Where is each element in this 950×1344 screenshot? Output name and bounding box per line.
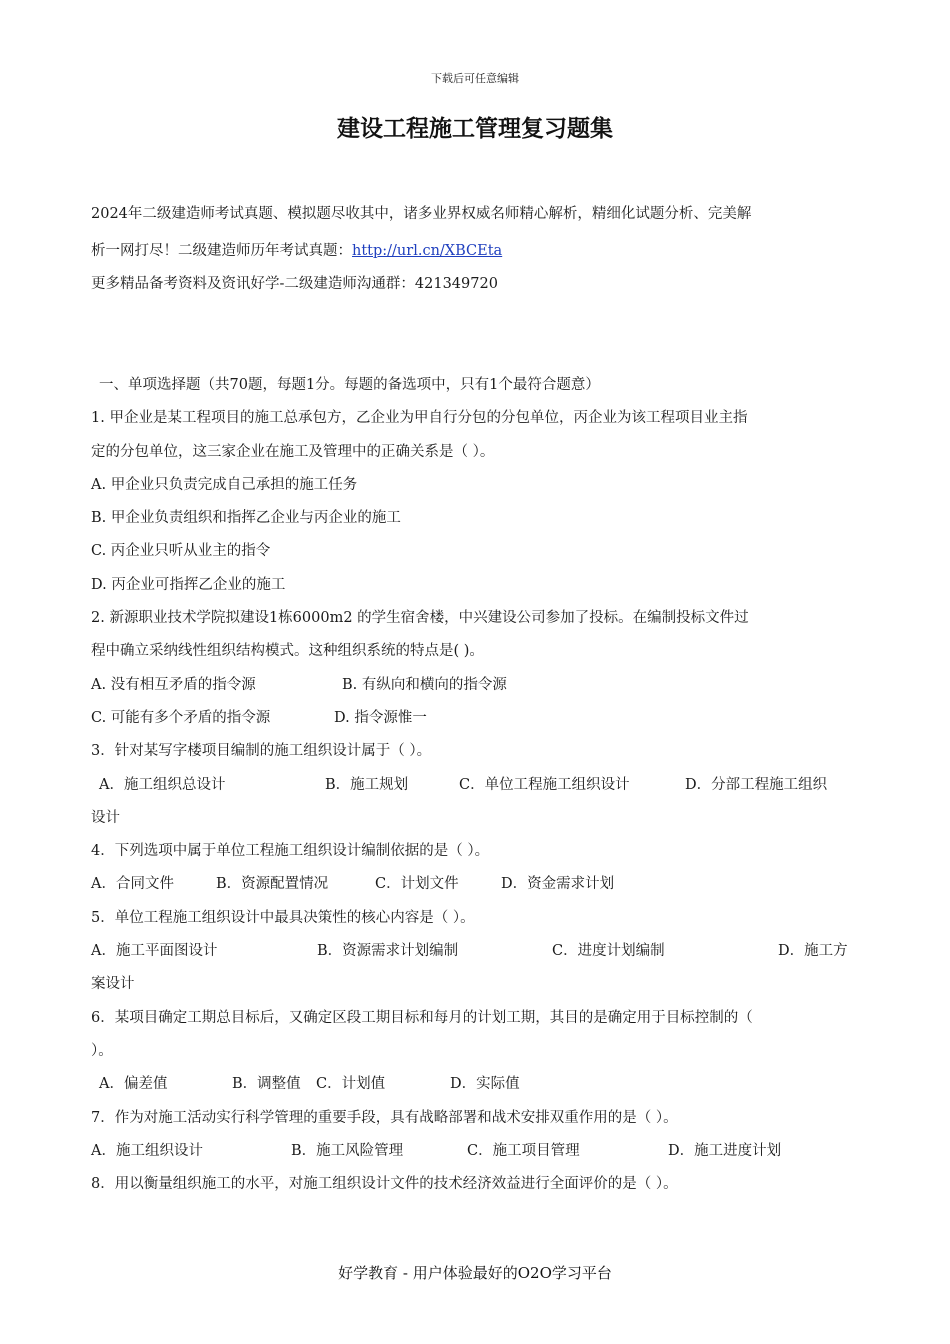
q7-option-b: B．施工风险管理: [291, 1142, 404, 1159]
q2-options-row-2: [91, 702, 861, 735]
q6-option-a: A．偏差值: [99, 1076, 168, 1093]
q6-stem-2: ）。: [91, 1042, 113, 1059]
q3-options-row: [91, 769, 861, 802]
q5-options-row: [91, 935, 861, 968]
q7-stem: 7．作为对施工活动实行科学管理的重要手段，具有战略部署和战术安排双重作用的是（ ）。: [91, 1109, 678, 1126]
section-heading: 一、单项选择题（共70题，每题1分。每题的备选项中，只有1个最符合题意）: [99, 377, 600, 393]
q4-option-b: B．资源配置情况: [216, 876, 329, 893]
question-list: [91, 369, 861, 1201]
q5-option-b: B．资源需求计划编制: [317, 943, 459, 960]
q8-stem: 8．用以衡量组织施工的水平，对施工组织设计文件的技术经济效益进行全面评价的是（ ）。: [91, 1176, 678, 1193]
q3-option-d-continued: 设计: [91, 809, 120, 826]
q6-option-b: B．调整值: [232, 1076, 301, 1093]
q6-option-c: C．计划值: [316, 1076, 386, 1093]
q2-option-d: D. 指令源惟一: [334, 709, 427, 726]
intro-line-3: 更多精品备考资料及资讯好学-二级建造师沟通群：421349720: [91, 276, 498, 292]
q3-option-c: C．单位工程施工组织设计: [459, 776, 630, 793]
q5-option-d-continued: 案设计: [91, 976, 135, 993]
q6-option-d: D．实际值: [450, 1076, 520, 1093]
q6-options-row: [91, 1068, 861, 1101]
q4-stem: 4．下列选项中属于单位工程施工组织设计编制依据的是（ ）。: [91, 843, 490, 860]
exam-link[interactable]: http://url.cn/XBCEta: [352, 243, 503, 259]
q3-option-b: B．施工规划: [325, 776, 409, 793]
q5-option-d: D．施工方: [778, 943, 848, 960]
q5-option-a: A．施工平面图设计: [91, 943, 218, 960]
page-title: 建设工程施工管理复习题集: [337, 116, 613, 142]
q1-option-b: B. 甲企业负责组织和指挥乙企业与丙企业的施工: [91, 510, 401, 527]
q5-option-c: C．进度计划编制: [552, 943, 665, 960]
q1-stem-1: 1. 甲企业是某工程项目的施工总承包方，乙企业为甲自行分包的分包单位，丙企业为该工程项目业主指: [91, 410, 748, 427]
intro-line-2-text: 析一网打尽！二级建造师历年考试真题：: [91, 243, 352, 259]
header-note: 下载后可任意编辑: [431, 72, 519, 85]
q1-option-c: C. 丙企业只听从业主的指令: [91, 543, 271, 560]
q6-stem-1: 6．某项目确定工期总目标后，又确定区段工期目标和每月的计划工期，其目的是确定用于目标控制的（: [91, 1009, 753, 1026]
q7-option-a: A．施工组织设计: [91, 1142, 203, 1159]
q1-option-a: A. 甲企业只负责完成自己承担的施工任务: [91, 476, 358, 493]
q4-option-d: D．资金需求计划: [501, 876, 615, 893]
q2-option-c: C. 可能有多个矛盾的指令源: [91, 709, 271, 726]
intro-line-1: 2024年二级建造师考试真题、模拟题尽收其中，诸多业界权威名师精心解析，精细化试题分析、完美解: [91, 206, 752, 222]
page-footer: 好学教育 - 用户体验最好的O2O学习平台: [338, 1264, 612, 1282]
q7-options-row: [91, 1135, 861, 1168]
q3-option-d: D．分部工程施工组织: [685, 776, 828, 793]
q2-option-a: A. 没有相互矛盾的指令源: [91, 676, 256, 693]
q1-stem-2: 定的分包单位，这三家企业在施工及管理中的正确关系是（ ）。: [91, 443, 495, 460]
q2-options-row-1: [91, 669, 861, 702]
q3-stem: 3．针对某写字楼项目编制的施工组织设计属于（ ）。: [91, 743, 432, 760]
q2-option-b: B. 有纵向和横向的指令源: [342, 676, 507, 693]
q2-stem-1: 2. 新源职业技术学院拟建设1栋6000m2 的学生宿舍楼，中兴建设公司参加了投标。在编制投标文件过: [91, 610, 749, 627]
q7-option-d: D．施工进度计划: [668, 1142, 782, 1159]
intro-line-2: [91, 234, 861, 268]
q3-option-a: A．施工组织总设计: [99, 776, 226, 793]
q4-option-a: A．合同文件: [91, 876, 174, 893]
q4-options-row: [91, 868, 861, 901]
q5-stem: 5．单位工程施工组织设计中最具决策性的核心内容是（ ）。: [91, 909, 475, 926]
q2-stem-2: 程中确立采纳线性组织结构模式。这种组织系统的特点是( )。: [91, 643, 484, 660]
q7-option-c: C．施工项目管理: [467, 1142, 580, 1159]
q1-option-d: D. 丙企业可指挥乙企业的施工: [91, 576, 286, 593]
q4-option-c: C．计划文件: [375, 876, 459, 893]
